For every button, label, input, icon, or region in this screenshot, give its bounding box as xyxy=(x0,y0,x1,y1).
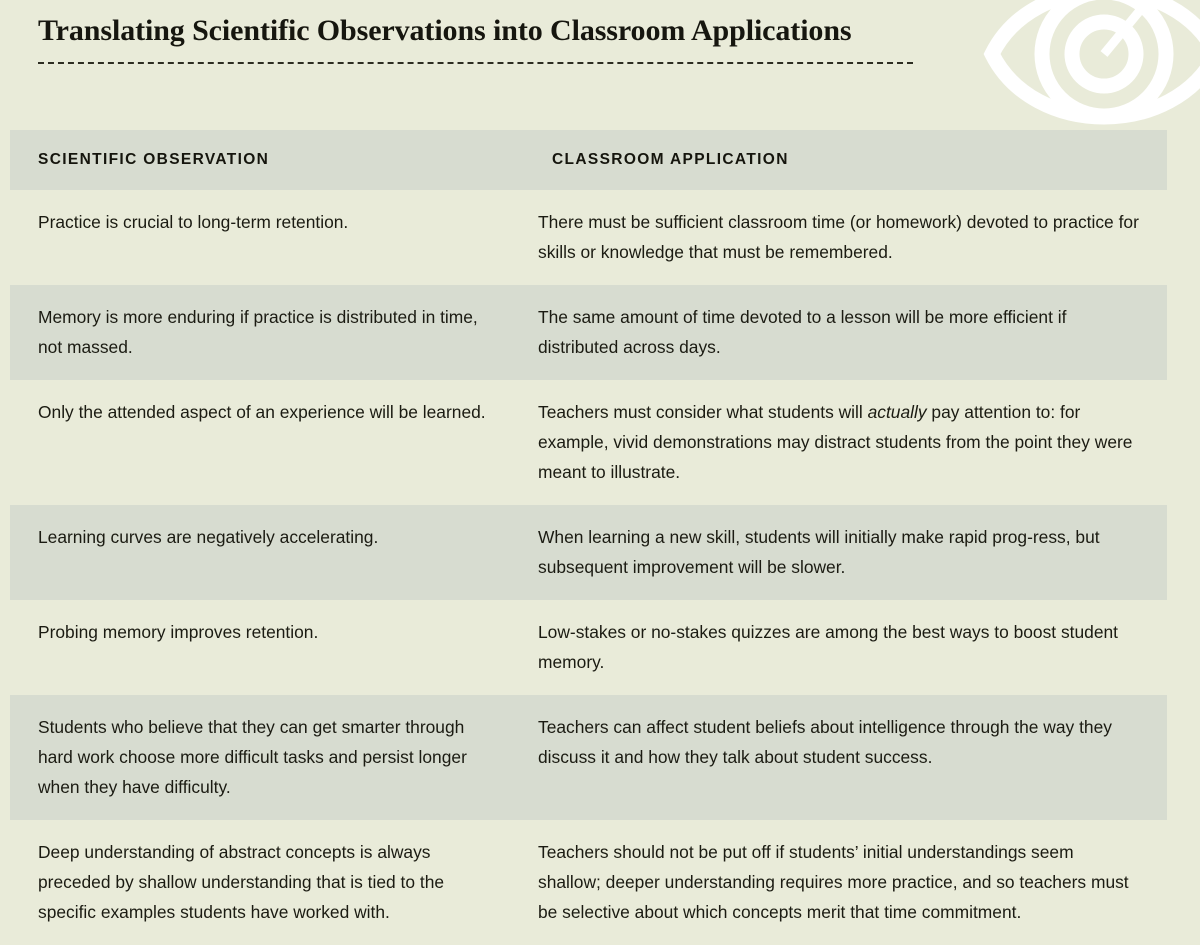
cell-classroom-application: Teachers can affect student beliefs about intelligence through the way they discuss it and how they talk about student success. xyxy=(524,695,1167,820)
cell-scientific-observation: Memory is more enduring if practice is distributed in time, not massed. xyxy=(10,285,524,380)
cell-scientific-observation: Probing memory improves retention. xyxy=(10,600,524,695)
cell-scientific-observation: Learning curves are negatively accelerating. xyxy=(10,505,524,600)
cell-classroom-application: Low-stakes or no-stakes quizzes are among the best ways to boost student memory. xyxy=(524,600,1167,695)
cell-scientific-observation: Only the attended aspect of an experience will be learned. xyxy=(10,380,524,505)
table-row xyxy=(10,285,1167,380)
column-header-scientific-observation: SCIENTIFIC OBSERVATION xyxy=(10,130,524,190)
table-row xyxy=(10,505,1167,600)
cell-classroom-application xyxy=(524,380,1167,505)
table-body xyxy=(10,190,1167,945)
cell-classroom-application: When learning a new skill, students will initially make rapid prog-ress, but subsequent improvement will be slower. xyxy=(524,505,1167,600)
plain-text: Teachers must consider what students will xyxy=(538,402,868,422)
cell-scientific-observation: Deep understanding of abstract concepts is always preceded by shallow understanding that is tied to the specific examples students have worked with. xyxy=(10,820,524,945)
cell-scientific-observation: Practice is crucial to long-term retention. xyxy=(10,190,524,285)
table-row xyxy=(10,190,1167,285)
table-row xyxy=(10,380,1167,505)
cell-classroom-application: The same amount of time devoted to a lesson will be more efficient if distributed across days. xyxy=(524,285,1167,380)
cell-classroom-application: There must be sufficient classroom time (or homework) devoted to practice for skills or knowledge that must be remembered. xyxy=(524,190,1167,285)
cell-scientific-observation: Students who believe that they can get smarter through hard work choose more difficult tasks and persist longer when they have difficulty. xyxy=(10,695,524,820)
table-row xyxy=(10,695,1167,820)
emphasis-text: actually xyxy=(867,402,927,422)
page-header xyxy=(0,0,1200,130)
table-header xyxy=(10,130,1167,190)
title-dashed-rule xyxy=(38,62,913,64)
column-header-classroom-application: CLASSROOM APPLICATION xyxy=(524,130,1167,190)
table-row xyxy=(10,820,1167,945)
table-row xyxy=(10,600,1167,695)
plain-text: pay attention to: for example, vivid demonstrations may distract students from the point they were meant to illustrate. xyxy=(538,402,1133,482)
cell-classroom-application: Teachers should not be put off if students’ initial understandings seem shallow; deeper understanding requires more practice, and so teachers must be selective about which concepts merit that time commitment. xyxy=(524,820,1167,945)
observations-table xyxy=(10,130,1167,945)
page-title: Translating Scientific Observations into Classroom Applications xyxy=(38,14,852,47)
table-header-row xyxy=(10,130,1167,190)
